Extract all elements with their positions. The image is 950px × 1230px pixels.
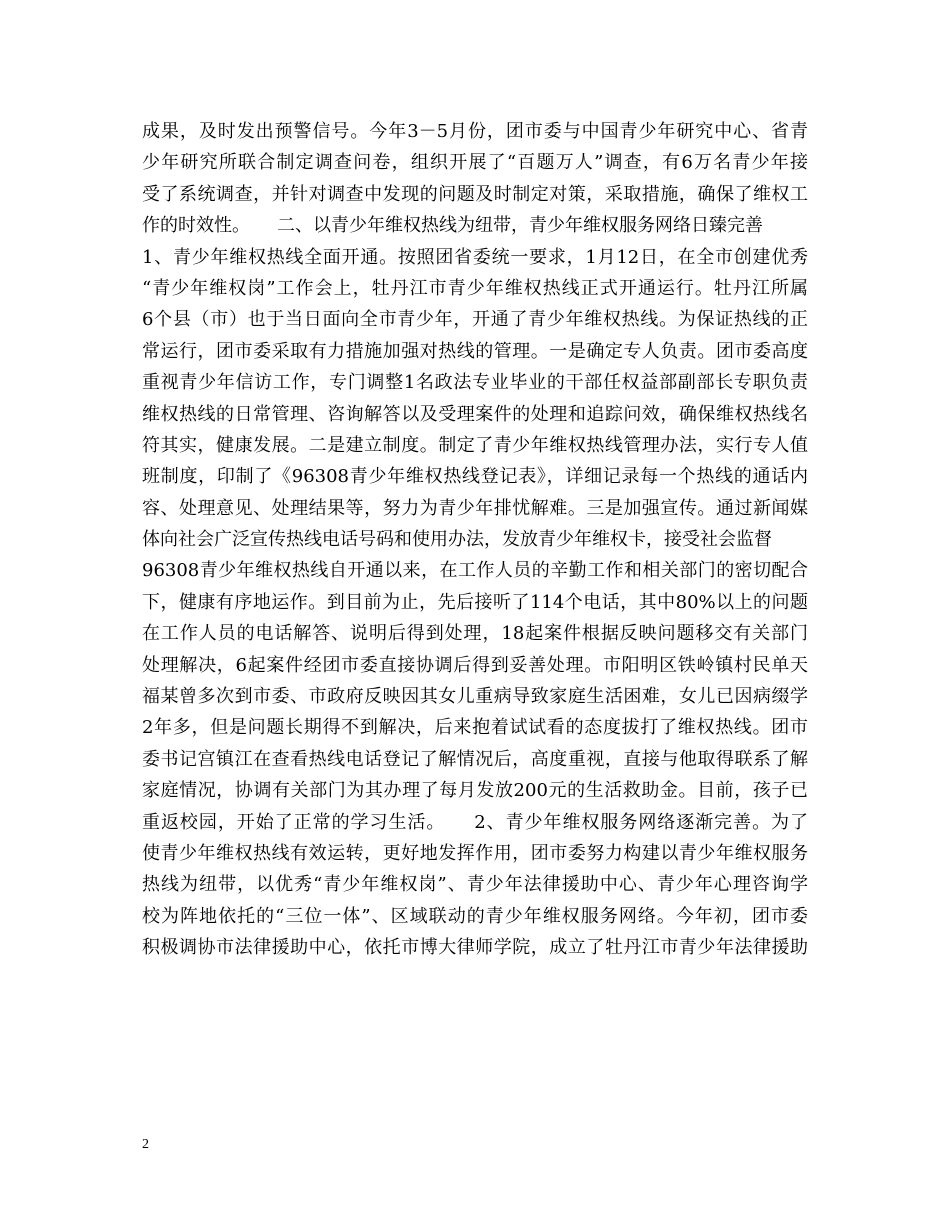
body-text bbox=[142, 116, 808, 964]
text-line: 家庭情况，协调有关部门为其办理了每月发放200元的生活救助金。目前，孩子已 bbox=[142, 780, 808, 802]
text-line: 96308青少年维权热线自开通以来，在工作人员的辛勤工作和相关部门的密切配合 bbox=[142, 560, 808, 582]
text-line: 成果，及时发出预警信号。今年3－5月份，团市委与中国青少年研究中心、省青 bbox=[142, 121, 808, 142]
text-line: 热线为纽带，以优秀“青少年维权岗”、青少年法律援助中心、青少年心理咨询学 bbox=[142, 874, 808, 896]
text-line: 6个县（市）也于当日面向全市青少年，开通了青少年维权热线。为保证热线的正 bbox=[142, 309, 808, 331]
text-line: 常运行，团市委采取有力措施加强对热线的管理。一是确定专人负责。团市委高度 bbox=[142, 340, 808, 362]
page-number: 2 bbox=[142, 1137, 149, 1152]
text-line: 使青少年维权热线有效运转，更好地发挥作用，团市委努力构建以青少年维权服务 bbox=[142, 842, 808, 864]
text-line: 重视青少年信访工作，专门调整1名政法专业毕业的干部任权益部副部长专职负责 bbox=[142, 372, 808, 394]
text-line: “青少年维权岗”工作会上，牡丹江市青少年维权热线正式开通运行。牡丹江所属 bbox=[142, 277, 808, 299]
text-line: 积极调协市法律援助中心，依托市博大律师学院，成立了牡丹江市青少年法律援助 bbox=[142, 937, 808, 959]
text-line: 容、处理意见、处理结果等，努力为青少年排忧解难。三是加强宣传。通过新闻媒 bbox=[142, 497, 808, 519]
text-line: 下，健康有序地运作。到目前为止，先后接听了114个电话，其中80%以上的问题 bbox=[142, 591, 808, 613]
text-line: 少年研究所联合制定调查问卷，组织开展了“百题万人”调查，有6万名青少年接 bbox=[142, 152, 808, 174]
text-line: 1、青少年维权热线全面开通。按照团省委统一要求，1月12日，在全市创建优秀 bbox=[142, 246, 808, 268]
text-line: 班制度，印制了《96308青少年维权热线登记表》，详细记录每一个热线的通话内 bbox=[142, 466, 808, 488]
text-line: 处理解决，6起案件经团市委直接协调后得到妥善处理。市阳明区铁岭镇村民单天 bbox=[142, 654, 808, 676]
text-line: 校为阵地依托的“三位一体”、区域联动的青少年维权服务网络。今年初，团市委 bbox=[142, 905, 808, 927]
text-line: 福某曾多次到市委、市政府反映因其女儿重病导致家庭生活困难，女儿已因病缀学 bbox=[142, 686, 808, 708]
text-line: 维权热线的日常管理、咨询解答以及受理案件的处理和追踪问效，确保维权热线名 bbox=[142, 403, 808, 425]
text-line: 体向社会广泛宣传热线电话号码和使用办法，发放青少年维权卡，接受社会监督 bbox=[142, 529, 772, 551]
text-line: 在工作人员的电话解答、说明后得到处理，18起案件根据反映问题移交有关部门 bbox=[142, 623, 808, 645]
text-line: 重返校园，开始了正常的学习生活。 2、青少年维权服务网络逐渐完善。为了 bbox=[142, 811, 808, 833]
text-line: 作的时效性。 二、以青少年维权热线为纽带，青少年维权服务网络日臻完善 bbox=[142, 215, 763, 237]
text-line: 2年多，但是问题长期得不到解决，后来抱着试试看的态度拔打了维权热线。团市 bbox=[142, 717, 808, 739]
text-line: 符其实，健康发展。二是建立制度。制定了青少年维权热线管理办法，实行专人值 bbox=[142, 434, 808, 456]
text-line: 委书记宫镇江在查看热线电话登记了解情况后，高度重视，直接与他取得联系了解 bbox=[142, 748, 808, 770]
text-line: 受了系统调查，并针对调查中发现的问题及时制定对策，采取措施，确保了维权工 bbox=[142, 183, 808, 205]
